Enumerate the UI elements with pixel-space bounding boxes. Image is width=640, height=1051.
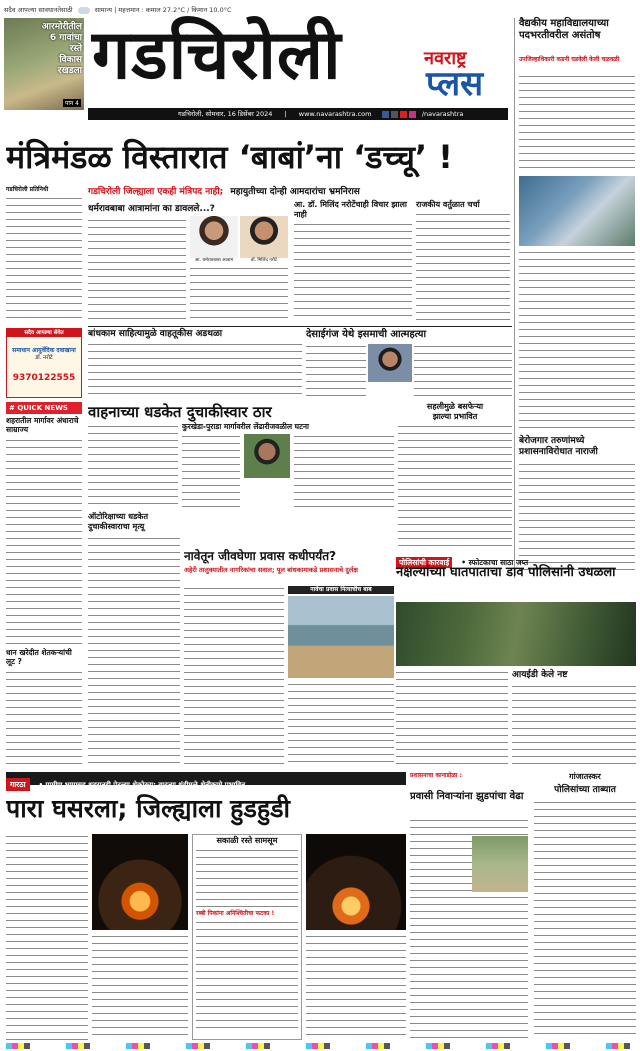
lead-kicker-1: गडचिरोली जिल्ह्याला एकही मंत्रिपद नाही; <box>88 187 224 197</box>
story5-text <box>88 536 180 768</box>
temp-min: किमान 10.0°C <box>191 6 232 14</box>
slogan: सदैव आपल्या सावधानतेसाठी <box>4 6 73 14</box>
lead-kicker-2: महायुतीच्या दोन्ही आमदारांचा भ्रमनिरास <box>230 187 360 197</box>
bottom-bar-text: • ग्रामीण भागासह शहरातही पेटल्या शेकोट्या; वाढत्या थंडीमुळे शेतीकामे प्रभावित <box>38 781 246 789</box>
social-icons <box>382 110 418 118</box>
story9-box <box>192 834 302 1040</box>
facebook-icon <box>382 111 389 118</box>
story6-tag-bar <box>396 550 636 567</box>
hash-icon: # <box>9 404 15 412</box>
divider-1 <box>88 326 512 327</box>
story4-text-2 <box>182 434 240 508</box>
story4-kicker: कुरखेडा-पुराडा मार्गावरील लेंढारीजवळील घटना <box>182 422 309 431</box>
story9-text-1 <box>6 834 88 1040</box>
story6-sub: आयईडी केले नष्ट <box>512 670 568 680</box>
story6-photo <box>396 602 636 666</box>
lead-dateline: गडचिरोली प्रतिनिधी <box>6 186 49 193</box>
side-teaser-page: पान 4 <box>64 100 79 107</box>
story6-tag: पोलिसांची कारवाई <box>396 557 452 568</box>
story8-tag: गांजातस्कर <box>569 772 601 781</box>
story9-box-text-2 <box>196 920 298 1032</box>
right-headline: वैद्यकीय महाविद्यालयाच्या पदभरतीवरील असंतोष <box>519 18 609 41</box>
lead-photo-2 <box>240 216 288 258</box>
brand-bottom: प्लस <box>426 64 484 104</box>
ad-doctor: डॉ. नरोटे <box>35 355 53 361</box>
story4-head: वाहनाच्या धडकेत दुचाकीस्वार ठार <box>88 403 272 421</box>
lead-col-2 <box>88 218 186 322</box>
story7-photo <box>288 596 394 678</box>
story8-side-text <box>534 800 636 1040</box>
story6-text-1 <box>396 670 508 768</box>
weather-label: सामान्य <box>94 6 113 14</box>
lead-kicker <box>88 186 508 198</box>
story8-sub: पोलिसांच्या ताब्यात <box>554 785 616 795</box>
registration-marks <box>6 1043 634 1049</box>
story8-kicker: प्रशासनाचा कानाडोळा : <box>410 772 462 779</box>
quick-text-1 <box>6 438 82 644</box>
lead-side-head: आ. डॉ. मिलिंद नरोटेंचाही विचार झाला नाही <box>294 200 407 219</box>
right-mid-headline: बेरोजगार तरुणांमध्ये प्रशासनाविरोधात नाराजी <box>519 436 598 457</box>
lead-subhead: धर्मरावबाबा आत्रामांना का डावलले...? <box>88 204 215 214</box>
right-text-2 <box>519 250 635 430</box>
social-handle: /navarashtra <box>421 110 464 118</box>
lead-caption-1: आ. धर्मरावबाबा आत्राम <box>194 258 234 263</box>
lead-caption-2: डॉ. मिलिंद नरोटे <box>250 258 278 263</box>
story7-head: नावेतून जीवघेणा प्रवास कधीपर्यंत? <box>184 549 337 563</box>
story7-text-2 <box>288 682 394 768</box>
date: गडचिरोली, सोमवार, 16 डिसेंबर 2024 <box>178 110 273 118</box>
story4-photo <box>244 434 290 478</box>
story4-text-3 <box>294 434 394 508</box>
ad-name: समाधान आयुर्वेदिक दवाखाना <box>12 347 76 354</box>
lead-col-3 <box>190 266 288 322</box>
story9-box-head: सकाळी रस्ते सामसूम <box>216 836 278 845</box>
youtube-icon <box>400 111 407 118</box>
masthead-title: गडचिरोली <box>92 16 342 95</box>
story6-text-2 <box>512 684 636 768</box>
lead-right-head: राजकीय वर्तुळात चर्चा <box>416 200 480 209</box>
story7-text-1 <box>184 586 284 710</box>
story4-text <box>88 424 178 508</box>
story6-head: नक्षल्यांच्या घातपाताचा डाव पोलिसांनी उधळला <box>396 565 616 580</box>
right-column <box>514 18 636 578</box>
right-photo <box>519 176 635 246</box>
story7-kicker: अहेरी तालुक्यातील नागरिकांचा सवाल; पूल बांधकामाकडे प्रशासनाचे दुर्लक्ष <box>184 566 358 574</box>
story5-head: ऑटोरिक्षाच्या धडकेत दुचाकीस्वाराचा मृत्यू <box>88 512 149 531</box>
story3-head: झाल्या प्रभावित <box>432 412 478 421</box>
story9-photo-2 <box>306 834 406 930</box>
temp-max: महत्तमान : कमाल 27.2°C <box>118 6 186 14</box>
story8-head: प्रवासी निवाऱ्यांना झुडपांचा वेढा <box>410 791 524 802</box>
cloud-icon <box>78 7 90 14</box>
story6-kicker: • स्फोटकाचा साठा जप्त <box>461 558 529 567</box>
side-teaser <box>4 18 84 110</box>
story7-text-3 <box>184 712 284 768</box>
story3-text <box>398 424 512 546</box>
story9-box-text <box>196 848 298 908</box>
quick-text-2 <box>6 670 82 768</box>
story7-caption: नावेचा प्रवास नित्याचीच बाब <box>288 586 394 594</box>
quick-head-2: धान खरेदीत शेतकऱ्यांची लूट ? <box>6 648 72 666</box>
ad-phone: 9370122555 <box>12 373 76 383</box>
quick-news-label: # QUICK NEWS <box>6 402 82 414</box>
lead-photo-1 <box>190 216 238 258</box>
right-text-1 <box>519 74 635 174</box>
masthead-topline: सदैव आपल्या सावधानतेसाठी सामान्य | महत्तमान : कमाल 27.2°C / किमान 10.0°C <box>4 6 232 14</box>
bottom-bar <box>6 772 406 789</box>
story2-text-2 <box>414 344 512 400</box>
side-teaser-text: आरमोरीतील 6 गावांचा रस्ते विकास रखडला <box>41 22 82 76</box>
story3-kicker: सहलीमुळे बसफेऱ्या <box>426 402 484 411</box>
right-sub: उपजिल्हाधिकारी कडनी घडवेली केली चळवळी <box>519 56 620 63</box>
website: www.navarashtra.com <box>298 110 372 118</box>
story9-photo-1 <box>92 834 188 930</box>
ad-box <box>6 328 82 398</box>
dateline-bar: गडचिरोली, सोमवार, 16 डिसेंबर 2024 | www.navarashtra.com /navarashtra <box>88 108 508 120</box>
lead-headline: मंत्रिमंडळ विस्तारात ‘बाबां’ना ‘डच्चू’ ! <box>6 138 453 176</box>
ad-title: सदैव आपल्या सेवेत <box>7 329 81 337</box>
story1-text <box>88 342 302 400</box>
lead-col-5 <box>416 212 510 322</box>
story9-head: पारा घसरला; जिल्ह्याला हुडहुडी <box>6 794 290 823</box>
instagram-icon <box>409 111 416 118</box>
story9-text-3 <box>306 934 406 1040</box>
story2-head: देसाईगंज येथे इसमाची आत्महत्या <box>306 329 427 340</box>
story2-photo <box>368 344 412 382</box>
story9-text-2 <box>92 934 188 1040</box>
story9-box-sub: रब्बी पिकांना अनिश्चितीचा फटका ! <box>196 910 275 917</box>
story8-photo <box>472 836 528 892</box>
story1-head: बांधकाम साहित्यामुळे वाहतूकीस अडथळा <box>88 329 223 339</box>
brand-top: नवराष्ट्र <box>424 48 467 69</box>
quick-head-1: शहरातील मार्गावर अंधाराचे साम्राज्य <box>6 416 79 434</box>
bottom-bar-tag: गारठा <box>6 778 30 791</box>
lead-col-4 <box>294 222 412 322</box>
lead-col-1 <box>6 196 82 322</box>
story2-text-1 <box>306 344 366 400</box>
x-icon <box>391 111 398 118</box>
